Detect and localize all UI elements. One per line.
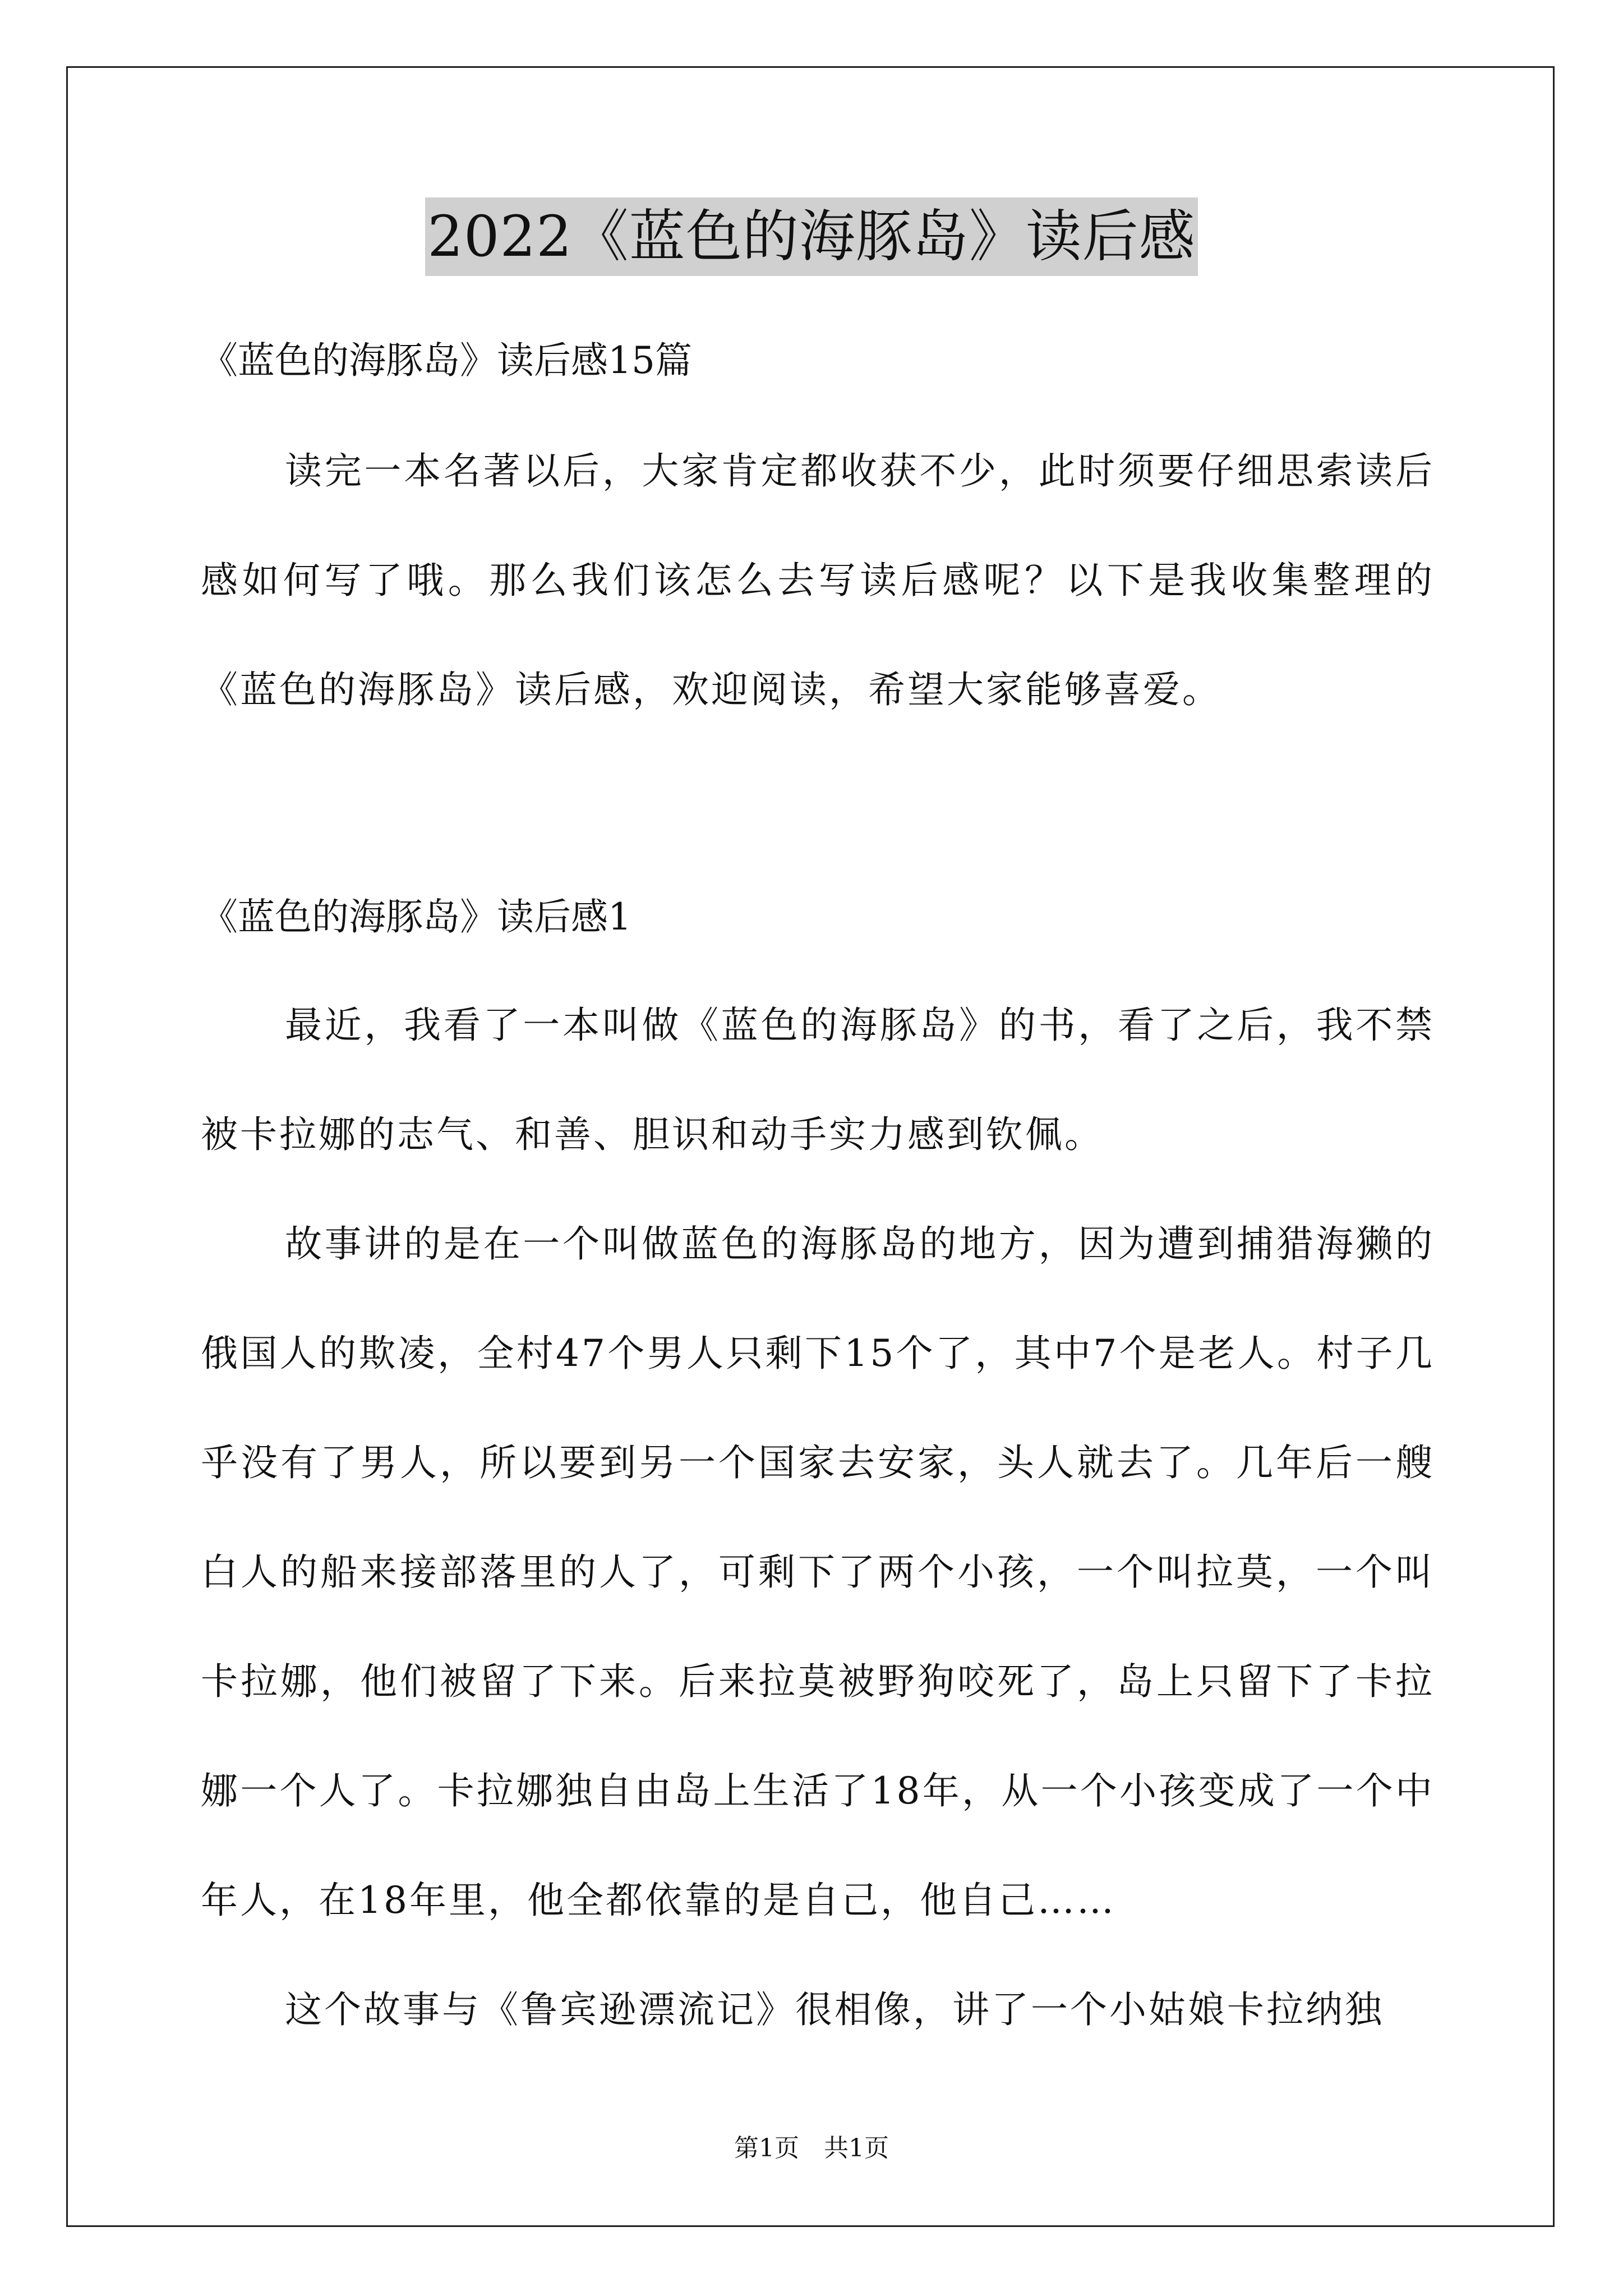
section1-paragraph-3: 这个故事与《鲁宾逊漂流记》很相像，讲了一个小姑娘卡拉纳独 <box>285 1988 1384 2031</box>
intro-paragraph: 读完一本名著以后，大家肯定都收获不少，此时须要仔细思索读后感如何写了哦。那么我们该怎么去写读后感呢？以下是我收集整理的《蓝色的海豚岛》读后感，欢迎阅读，希望大家能够喜爱。 <box>201 449 1435 711</box>
section1-paragraph-1: 最近，我看了一本叫做《蓝色的海豚岛》的书，看了之后，我不禁被卡拉娜的志气、和善、胆识和动手实力感到钦佩。 <box>201 1004 1435 1156</box>
page-footer: 第1页 共1页 <box>734 2134 889 2162</box>
section1-paragraph-2: 故事讲的是在一个叫做蓝色的海豚岛的地方，因为遭到捕猎海獭的俄国人的欺凌，全村47个男人只剩下15个了，其中7个是老人。村子几乎没有了男人，所以要到另一个国家去安家，头人就去了。几年后一艘白人的船来接部落里的人了，可剩下了两个小孩，一个叫拉莫，一个叫卡拉娜，他们被留了下来。后来拉莫被野狗咬死了，岛上只留下了卡拉娜一个人了。卡拉娜独自由岛上生活了18年，从一个小孩变成了一个中年人，在18年里，他全都依靠的是自己，他自己…… <box>201 1222 1435 1922</box>
document-title: 2022《蓝色的海豚岛》读后感 <box>425 197 1198 276</box>
intro-heading: 《蓝色的海豚岛》读后感15篇 <box>201 339 692 382</box>
title-wrap <box>0 197 1623 276</box>
section1-heading: 《蓝色的海豚岛》读后感1 <box>201 895 631 938</box>
